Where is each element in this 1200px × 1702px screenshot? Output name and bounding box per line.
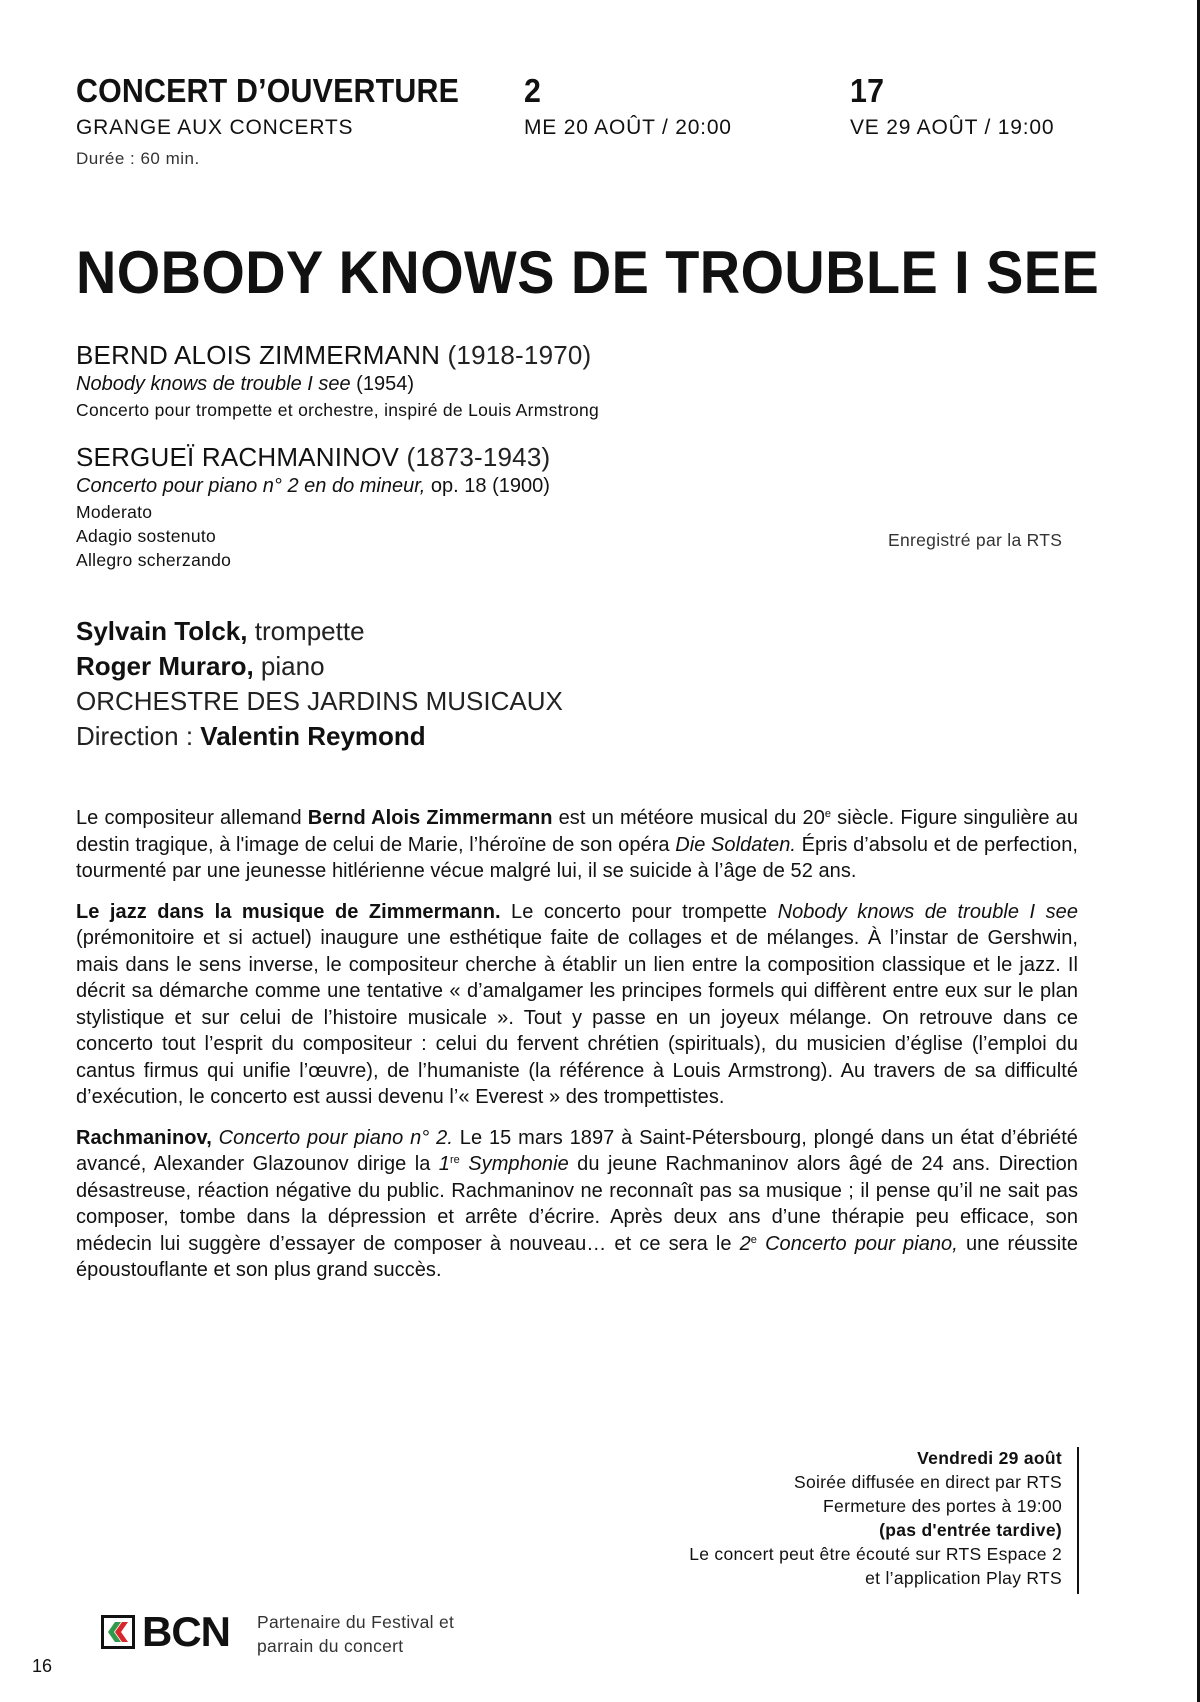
italic-run: Concerto pour piano n° 2.	[211, 1126, 453, 1149]
paragraph-zimmermann	[76, 805, 1078, 885]
info-heading: Vendredi 29 août	[917, 1448, 1062, 1468]
info-line: Fermeture des portes à 19:00	[823, 1496, 1062, 1516]
work-detail: Concerto pour trompette et orchestre, inspiré de Louis Armstrong	[76, 400, 600, 420]
direction-label: Direction :	[76, 721, 194, 751]
work-title: Concerto pour piano n° 2 en do mineur,	[76, 475, 426, 497]
composer-name: BERND ALOIS ZIMMERMANN	[76, 340, 441, 370]
article-body	[76, 805, 1078, 1298]
text-run: Épris d’absolu et de perfection, tourmenté par une jeunesse hitlérienne vécue malgré lui, il se suicide à l’âge de 52 ans.	[76, 833, 1078, 882]
movement: Allegro scherzando	[76, 550, 232, 570]
italic-run: 2	[739, 1232, 751, 1255]
italic-run: 1	[438, 1153, 450, 1175]
direction	[76, 719, 563, 754]
italic-run: Concerto pour piano,	[756, 1232, 958, 1255]
italic-run: Die Soldaten.	[675, 833, 796, 856]
bcn-wordmark: BCN	[142, 1608, 230, 1655]
movement: Moderato	[76, 502, 153, 522]
composer-name: SERGUEÏ RACHMANINOV	[76, 442, 400, 472]
text-run: du jeune Rachmaninov alors âgé de 24 ans. Direction désastreuse, réaction négative du public. Rachmaninov ne reconnaît pas sa musique ; il pense qu’il ne sait pas composer, tombe dans la dépression et arrête d’écrire. Après deux ans d’une thérapie peu efficace, son médecin lui suggère d’essayer de composer à nouveau… et ce sera le	[76, 1153, 1078, 1255]
performance-number-2: 17	[850, 72, 885, 109]
work-title: Nobody knows de trouble I see	[76, 373, 351, 395]
venue: GRANGE AUX CONCERTS	[76, 116, 354, 139]
text-run: Le 15 mars 1897 à Saint-Pétersbourg, plongé dans un état d’ébriété avancé, Alexander Glazounov dirige la	[76, 1126, 1078, 1175]
performance-date-1: ME 20 AOÛT / 20:00	[524, 116, 732, 139]
info-late-entry: (pas d'entrée tardive)	[879, 1520, 1062, 1540]
sponsor-line: parrain du concert	[257, 1636, 404, 1656]
info-line: et l’application Play RTS	[865, 1568, 1062, 1588]
composer-years: (1873-1943)	[406, 442, 551, 472]
work-line	[76, 373, 599, 396]
performer	[76, 649, 563, 684]
bold-run: Rachmaninov,	[76, 1126, 212, 1149]
text-run: une réussite époustouflante et son plus grand succès.	[76, 1232, 1078, 1281]
event-title: CONCERT D’OUVERTURE	[76, 72, 460, 109]
work-line	[76, 475, 550, 498]
text-run: siècle. Figure singulière au destin tragique, à l'image de celui de Marie, l’héroïne de son opéra	[76, 807, 1078, 856]
text-run: est un météore musical du 20	[552, 807, 825, 829]
sponsor-logo	[101, 1608, 230, 1655]
sponsor-line: Partenaire du Festival et	[257, 1612, 455, 1632]
movement: Adagio sostenuto	[76, 526, 217, 546]
composer-line	[76, 340, 599, 371]
work-year: (1900)	[492, 475, 550, 497]
bold-run: Le jazz dans la musique de Zimmermann.	[76, 900, 501, 923]
italic-run: Symphonie	[459, 1153, 569, 1175]
text-run: (prémonitoire et si actuel) inaugure une esthétique faite de collages et de mélanges. À l’instar de Gershwin, mais dans le sens inverse, le compositeur cherche à établir un lien entre la composition classique et le jazz. Il décrit sa démarche comme une tentative « d’amalgamer les principes formels qui diffèrent entre eux sur le plan stylistique et sur celui de l’histoire musicale ». Tout y passe en un joyeux mélange. On retrouve dans ce concerto tout l’esprit du compositeur : celui du fervent chrétien (spirituals), du musicien d’église (l’emploi du cantus firmus qui unifie l’œuvre), de l’humaniste (la référence à Louis Armstrong). Au travers de sa difficulté d’exécution, le concerto est aussi devenu l’« Everest » des trompettistes.	[76, 927, 1078, 1108]
composer-years: (1918-1970)	[447, 340, 592, 370]
superscript: e	[750, 1233, 757, 1246]
text-run: Le concerto pour trompette	[500, 900, 778, 923]
performers	[76, 614, 563, 754]
superscript: e	[824, 808, 832, 820]
paragraph-jazz	[76, 899, 1078, 1111]
performer-name: Sylvain Tolck,	[76, 616, 248, 646]
performer-name: Roger Muraro,	[76, 651, 254, 681]
concert-title: NOBODY KNOWS DE TROUBLE I SEE	[76, 239, 1100, 306]
bold-run: Bernd Alois Zimmermann	[307, 807, 553, 829]
work-year: (1954)	[356, 373, 414, 395]
paragraph-rachmaninov	[76, 1125, 1078, 1284]
italic-run: Nobody knows de trouble I see	[777, 900, 1079, 923]
performer	[76, 614, 563, 649]
program-item	[76, 340, 599, 422]
performance-number-1: 2	[524, 72, 542, 109]
conductor-name: Valentin Reymond	[200, 721, 426, 751]
performance-date-2: VE 29 AOÛT / 19:00	[850, 116, 1055, 139]
text-run: Le compositeur allemand	[76, 807, 308, 829]
composer-line	[76, 442, 550, 473]
program-item	[76, 442, 550, 572]
page-number: 16	[32, 1656, 53, 1676]
info-divider	[1077, 1447, 1079, 1594]
broadcast-info	[542, 1446, 1062, 1590]
performer-role: piano	[260, 651, 325, 681]
duration: Durée : 60 min.	[76, 149, 200, 168]
recording-note: Enregistré par la RTS	[888, 530, 1063, 550]
info-line: Soirée diffusée en direct par RTS	[793, 1472, 1062, 1492]
info-line: Le concert peut être écouté sur RTS Espace 2	[689, 1544, 1062, 1564]
bcn-chevrons-icon	[101, 1615, 135, 1649]
sponsor-text	[257, 1610, 454, 1658]
superscript: re	[449, 1154, 460, 1166]
orchestra: ORCHESTRE DES JARDINS MUSICAUX	[76, 686, 563, 716]
work-opus: op. 18	[430, 475, 487, 497]
performer-role: trompette	[254, 616, 365, 646]
